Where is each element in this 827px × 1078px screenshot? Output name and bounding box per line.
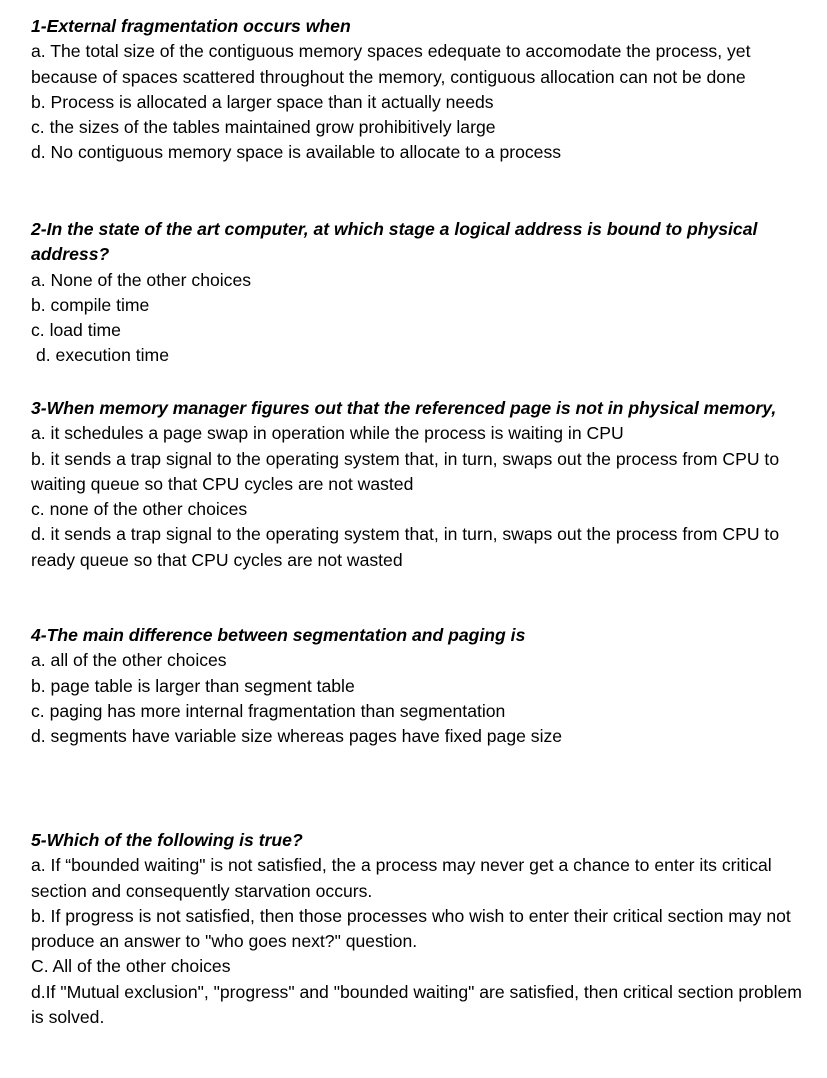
question-2-option-a: a. None of the other choices xyxy=(31,269,252,290)
question-2-title: 2-In the state of the art computer, at which stage a logical address is bound to physical address? xyxy=(31,219,758,265)
question-3-option-b: b. it sends a trap signal to the operating system that, in turn, swaps out the process from CPU to waiting queue so that CPU cycles are not wasted xyxy=(31,448,780,494)
question-3 xyxy=(31,396,811,573)
question-4-title: 4-The main difference between segmentation and paging is xyxy=(31,625,526,645)
question-5-option-b: b. If progress is not satisfied, then those processes who wish to enter their critical section may not produce an answer to "who goes next?" question. xyxy=(31,905,791,952)
question-2 xyxy=(31,217,811,369)
question-3-title: 3-When memory manager figures out that the referenced page is not in physical memory, xyxy=(31,398,777,418)
question-5 xyxy=(31,828,811,1030)
question-2-option-d: d. execution time xyxy=(36,345,170,366)
question-1-option-c: c. the sizes of the tables maintained grow prohibitively large xyxy=(31,117,496,138)
question-2-option-b: b. compile time xyxy=(31,294,150,315)
question-4 xyxy=(31,623,811,749)
question-1-option-b: b. Process is allocated a larger space than it actually needs xyxy=(31,91,494,112)
question-3-option-a: a. it schedules a page swap in operation while the process is waiting in CPU xyxy=(31,423,624,444)
question-4-option-d: d. segments have variable size whereas pages have fixed page size xyxy=(31,726,563,747)
question-4-option-c: c. paging has more internal fragmentation than segmentation xyxy=(31,700,506,721)
question-5-option-a: a. If “bounded waiting" is not satisfied, the a process may never get a chance to enter its critical section and consequently starvation occurs. xyxy=(31,855,772,901)
question-4-option-b: b. page table is larger than segment table xyxy=(31,675,355,696)
question-2-option-c: c. load time xyxy=(31,320,121,341)
question-1-title: 1-External fragmentation occurs when xyxy=(31,16,351,36)
question-1 xyxy=(31,14,811,166)
question-1-option-a: a. The total size of the contiguous memory spaces edequate to accomodate the process, yet because of spaces scattered throughout the memory, contiguous allocation can not be done xyxy=(31,41,751,87)
question-5-option-c: C. All of the other choices xyxy=(31,956,231,977)
question-5-option-d: d.If "Mutual exclusion", "progress" and "bounded waiting" are satisfied, then critical section problem is solved. xyxy=(31,981,802,1028)
question-1-option-d: d. No contiguous memory space is available to allocate to a process xyxy=(31,142,562,163)
question-5-title: 5-Which of the following is true? xyxy=(31,830,303,850)
question-3-option-c: c. none of the other choices xyxy=(31,499,248,520)
question-4-option-a: a. all of the other choices xyxy=(31,650,227,671)
question-3-option-d: d. it sends a trap signal to the operating system that, in turn, swaps out the process from CPU to ready queue so that CPU cycles are not wasted xyxy=(31,524,780,570)
